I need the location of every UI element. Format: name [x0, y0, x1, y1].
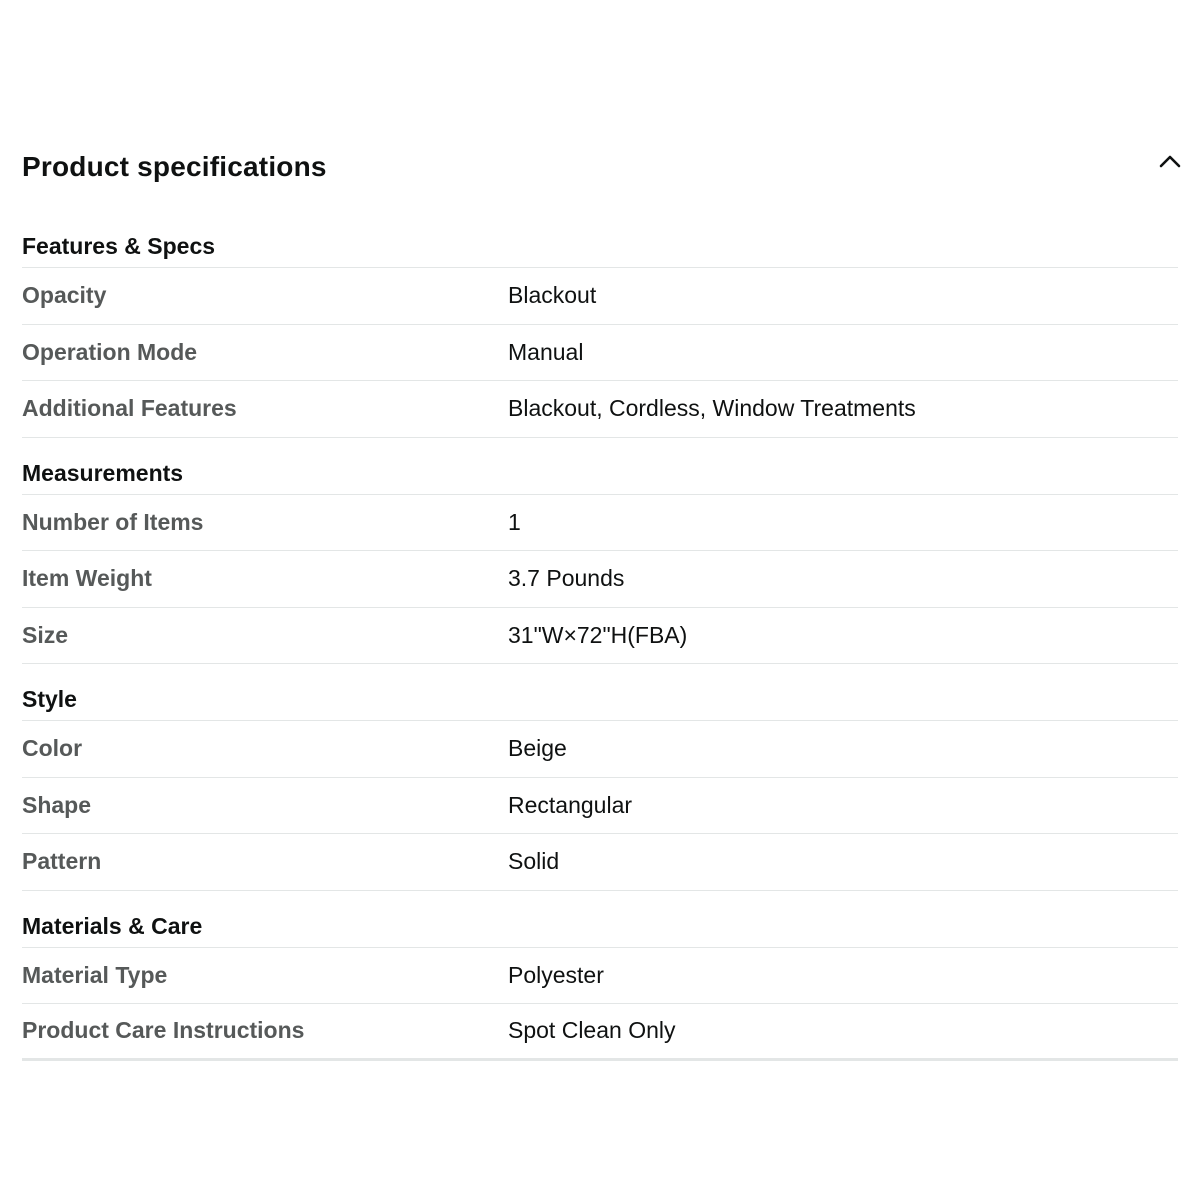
spec-label: Item Weight	[22, 565, 152, 592]
spec-value: Rectangular	[508, 791, 633, 818]
spec-label: Opacity	[22, 282, 107, 309]
spec-row-opacity	[22, 268, 1178, 325]
spec-value: Blackout	[508, 282, 597, 309]
section-heading-style: Style	[22, 664, 1178, 721]
panel-header[interactable]	[22, 130, 1178, 202]
spec-row-product-care-instructions	[22, 1004, 1178, 1061]
panel-title: Product specifications	[22, 151, 327, 182]
spec-row-size	[22, 608, 1178, 665]
spec-row-shape	[22, 778, 1178, 835]
spec-label: Material Type	[22, 961, 168, 988]
spec-label: Product Care Instructions	[22, 1017, 305, 1044]
spec-label: Additional Features	[22, 395, 237, 422]
spec-value: Solid	[508, 848, 560, 875]
spec-row-color	[22, 721, 1178, 778]
section-heading-measurements: Measurements	[22, 438, 1178, 495]
spec-row-additional-features	[22, 381, 1178, 438]
spec-row-item-weight	[22, 551, 1178, 608]
product-specifications-panel	[22, 130, 1178, 1061]
spec-value: Manual	[508, 338, 584, 365]
section-heading-features-specs: Features & Specs	[22, 202, 1178, 268]
spec-value: Blackout, Cordless, Window Treatments	[508, 395, 916, 422]
spec-row-number-of-items	[22, 495, 1178, 552]
collapse-button[interactable]	[1154, 145, 1186, 177]
spec-value: 31"W×72"H(FBA)	[508, 621, 688, 648]
section-heading-materials-care: Materials & Care	[22, 891, 1178, 948]
spec-value: 3.7 Pounds	[508, 565, 625, 592]
spec-row-material-type	[22, 948, 1178, 1005]
spec-row-operation-mode	[22, 325, 1178, 382]
spec-value: 1	[508, 508, 521, 535]
spec-value: Beige	[508, 735, 567, 762]
chevron-up-icon	[1159, 154, 1181, 168]
spec-label: Pattern	[22, 848, 102, 875]
spec-label: Color	[22, 735, 83, 762]
spec-label: Number of Items	[22, 508, 204, 535]
spec-value: Spot Clean Only	[508, 1017, 676, 1044]
spec-label: Size	[22, 621, 69, 648]
spec-label: Shape	[22, 791, 92, 818]
spec-row-pattern	[22, 834, 1178, 891]
spec-value: Polyester	[508, 961, 604, 988]
spec-label: Operation Mode	[22, 338, 198, 365]
